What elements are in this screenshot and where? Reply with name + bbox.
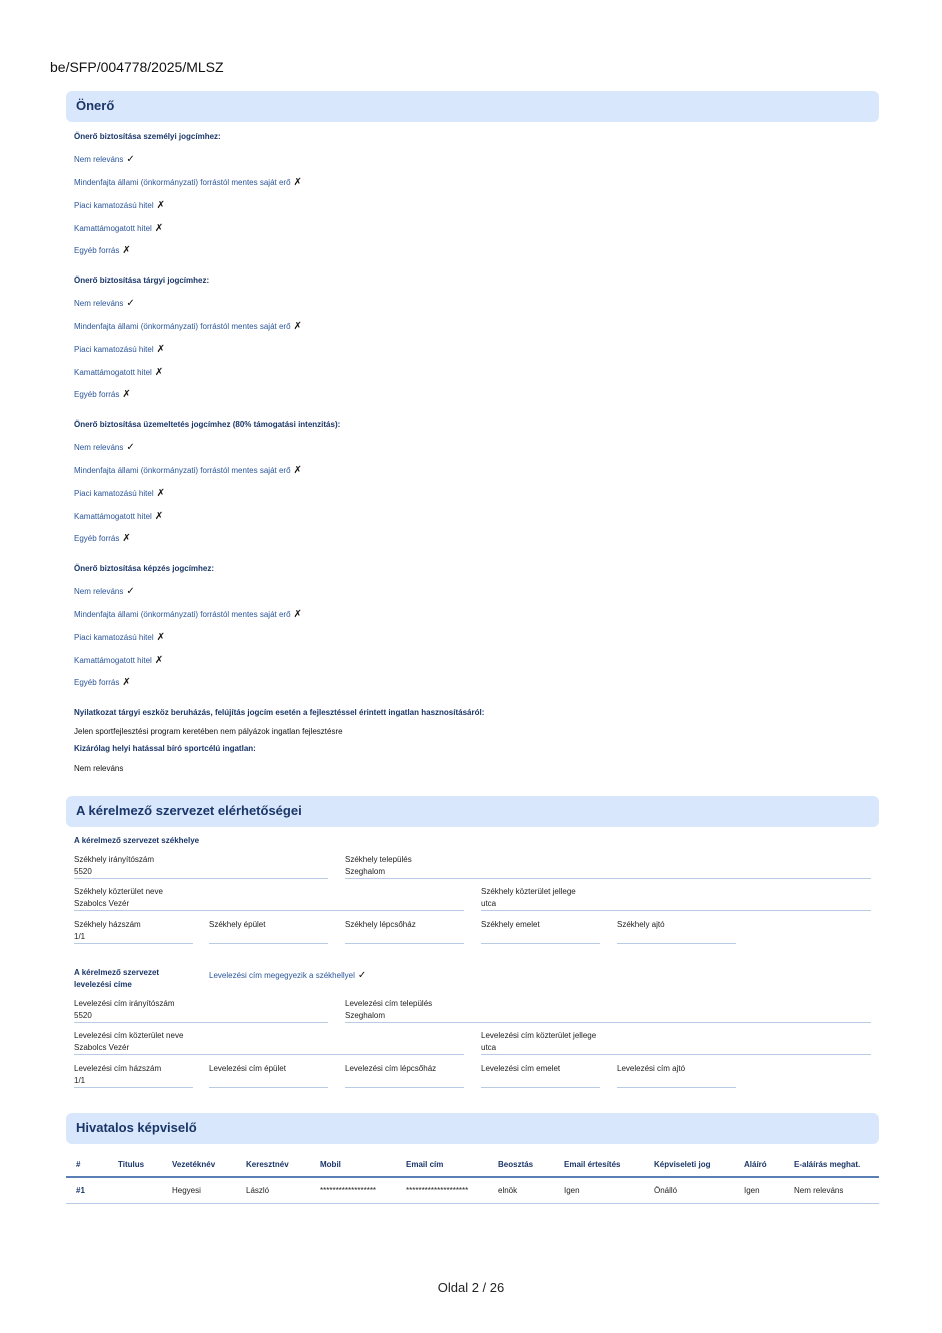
table-cell: Igen [554, 1177, 644, 1203]
seat-number-label: Székhely házszám [74, 920, 141, 929]
seat-street-type-label: Székhely közterület jellege [481, 887, 576, 896]
cross-icon: ✗ [154, 511, 164, 522]
seat-street-type-value: utca [481, 899, 497, 908]
mail-building-field [209, 1064, 328, 1088]
mail-building-label: Levelezési cím épület [209, 1064, 286, 1073]
check-icon: ✓ [357, 970, 367, 981]
oneri-option [74, 177, 302, 188]
column-header: Titulus [108, 1153, 162, 1177]
table-cell: #1 [66, 1177, 108, 1203]
seat-floor-label: Székhely emelet [481, 920, 540, 929]
table-header-row [66, 1153, 879, 1177]
mail-floor-field [481, 1064, 600, 1088]
oneri-option [74, 200, 165, 211]
oneri-option-label: Mindenfajta állami (önkormányzati) forrástól mentes saját erő [74, 322, 291, 331]
cross-icon: ✗ [154, 367, 164, 378]
oneri-option [74, 344, 165, 355]
mail-number-field [74, 1064, 193, 1088]
seat-zip-field [74, 855, 328, 879]
seat-building-field [209, 920, 328, 944]
seat-title: A kérelmező szervezet székhelye [74, 836, 200, 845]
section-header-contact: A kérelmező szervezet elérhetőségei [66, 796, 879, 827]
oneri-option-label: Kamattámogatott hitel [74, 512, 152, 521]
seat-zip-value: 5520 [74, 867, 92, 876]
oneri-option [74, 677, 131, 688]
oneri-option [74, 488, 165, 499]
cross-icon: ✗ [154, 655, 164, 666]
mail-same-label: Levelezési cím megegyezik a székhellyel [209, 971, 355, 980]
column-header: Képviseleti jog [644, 1153, 734, 1177]
table-row [66, 1177, 879, 1203]
cross-icon: ✗ [156, 200, 165, 211]
seat-door-field [617, 920, 736, 944]
mail-street-type-field [481, 1031, 871, 1055]
mail-door-label: Levelezési cím ajtó [617, 1064, 686, 1073]
seat-city-field [345, 855, 871, 879]
cross-icon: ✗ [122, 677, 131, 688]
table-cell [108, 1177, 162, 1203]
seat-door-label: Székhely ajtó [617, 920, 665, 929]
column-header: Email értesítés [554, 1153, 644, 1177]
oneri-option [74, 511, 163, 522]
mail-street-type-label: Levelezési cím közterület jellege [481, 1031, 597, 1040]
oneri-question: Önerő biztosítása üzemeltetés jogcímhez (80% támogatási intenzitás): [74, 420, 341, 429]
oneri-option-label: Egyéb forrás [74, 534, 120, 543]
seat-street-value: Szabolcs Vezér [74, 899, 130, 908]
oneri-option-label: Kamattámogatott hitel [74, 224, 152, 233]
table-cell: Nem releváns [784, 1177, 879, 1203]
oneri-option-label: Kamattámogatott hitel [74, 656, 152, 665]
oneri-option-label: Egyéb forrás [74, 246, 120, 255]
oneri-question: Önerő biztosítása tárgyi jogcímhez: [74, 276, 210, 285]
mail-floor-label: Levelezési cím emelet [481, 1064, 561, 1073]
oneri-option-label: Nem releváns [74, 155, 124, 164]
oneri-option [74, 442, 135, 453]
seat-zip-label: Székhely irányítószám [74, 855, 155, 864]
column-header: Email cím [396, 1153, 488, 1177]
oneri-option [74, 465, 302, 476]
mail-same-checkbox [209, 970, 366, 981]
column-header: Mobil [310, 1153, 396, 1177]
seat-number-field [74, 920, 193, 944]
oneri-option [74, 245, 131, 256]
oneri-option [74, 586, 135, 597]
oneri-option [74, 321, 302, 332]
table-cell: ******************** [396, 1177, 488, 1203]
cross-icon: ✗ [293, 177, 302, 188]
mail-city-value: Szeghalom [345, 1011, 386, 1020]
oneri-question: Önerő biztosítása személyi jogcímhez: [74, 132, 221, 141]
oneri-option [74, 389, 131, 400]
oneri-option-label: Piaci kamatozású hitel [74, 633, 154, 642]
oneri-option [74, 223, 163, 234]
mail-zip-value: 5520 [74, 1011, 92, 1020]
seat-street-type-field [481, 887, 871, 911]
table-cell: László [236, 1177, 310, 1203]
oneri-option [74, 533, 131, 544]
column-header: Keresztnév [236, 1153, 310, 1177]
oneri-option-label: Egyéb forrás [74, 678, 120, 687]
local-answer: Nem releváns [74, 764, 124, 773]
mail-street-type-value: utca [481, 1043, 497, 1052]
column-header: # [66, 1153, 108, 1177]
oneri-option-label: Nem releváns [74, 443, 124, 452]
table-cell: ****************** [310, 1177, 396, 1203]
section-header-oneri: Önerő [66, 91, 879, 122]
oneri-option-label: Piaci kamatozású hitel [74, 201, 154, 210]
mail-street-field [74, 1031, 464, 1055]
cross-icon: ✗ [156, 488, 165, 499]
check-icon: ✓ [126, 442, 135, 453]
oneri-option [74, 655, 163, 666]
seat-number-value: 1/1 [74, 932, 86, 941]
oneri-option [74, 154, 135, 165]
oneri-option-label: Nem releváns [74, 587, 124, 596]
mail-stair-field [345, 1064, 464, 1088]
cross-icon: ✗ [293, 465, 302, 476]
oneri-option-label: Mindenfajta állami (önkormányzati) forrástól mentes saját erő [74, 610, 291, 619]
oneri-option-label: Mindenfajta állami (önkormányzati) forrástól mentes saját erő [74, 466, 291, 475]
representative-table [66, 1153, 879, 1204]
document-id: be/SFP/004778/2025/MLSZ [50, 59, 224, 75]
seat-stair-label: Székhely lépcsőház [345, 920, 416, 929]
seat-floor-field [481, 920, 600, 944]
mail-zip-field [74, 999, 328, 1023]
section-header-representative: Hivatalos képviselő [66, 1113, 879, 1144]
seat-street-field [74, 887, 464, 911]
mail-city-field [345, 999, 871, 1023]
page-number: Oldal 2 / 26 [437, 1280, 505, 1295]
mail-street-value: Szabolcs Vezér [74, 1043, 130, 1052]
oneri-option-label: Piaci kamatozású hitel [74, 489, 154, 498]
oneri-option [74, 298, 135, 309]
oneri-option [74, 367, 163, 378]
cross-icon: ✗ [122, 245, 131, 256]
table-cell: Önálló [644, 1177, 734, 1203]
oneri-option-label: Nem releváns [74, 299, 124, 308]
check-icon: ✓ [126, 154, 135, 165]
oneri-option-label: Mindenfajta állami (önkormányzati) forrástól mentes saját erő [74, 178, 291, 187]
mail-city-label: Levelezési cím település [345, 999, 433, 1008]
mail-zip-label: Levelezési cím irányítószám [74, 999, 175, 1008]
seat-city-value: Szeghalom [345, 867, 386, 876]
oneri-option [74, 632, 165, 643]
mail-title: A kérelmező szervezet levelezési címe [74, 968, 160, 989]
statement-question: Nyilatkozat tárgyi eszköz beruházás, felújítás jogcím esetén a fejlesztéssel érintett ingatlan hasznosításáról: [74, 708, 485, 717]
mail-number-label: Levelezési cím házszám [74, 1064, 162, 1073]
cross-icon: ✗ [293, 609, 302, 620]
cross-icon: ✗ [122, 533, 131, 544]
seat-city-label: Székhely település [345, 855, 412, 864]
oneri-question: Önerő biztosítása képzés jogcímhez: [74, 564, 215, 573]
cross-icon: ✗ [156, 632, 165, 643]
oneri-option-label: Kamattámogatott hitel [74, 368, 152, 377]
cross-icon: ✗ [154, 223, 164, 234]
column-header: Beosztás [488, 1153, 554, 1177]
cross-icon: ✗ [156, 344, 165, 355]
oneri-option-label: Egyéb forrás [74, 390, 120, 399]
column-header: E-aláírás meghat. [784, 1153, 879, 1177]
mail-door-field [617, 1064, 736, 1088]
check-icon: ✓ [126, 586, 135, 597]
mail-stair-label: Levelezési cím lépcsőház [345, 1064, 437, 1073]
cross-icon: ✗ [122, 389, 131, 400]
seat-street-label: Székhely közterület neve [74, 887, 163, 896]
cross-icon: ✗ [293, 321, 302, 332]
column-header: Aláíró [734, 1153, 784, 1177]
table-cell: Igen [734, 1177, 784, 1203]
table-cell: Hegyesi [162, 1177, 236, 1203]
seat-building-label: Székhely épület [209, 920, 266, 929]
oneri-option [74, 609, 302, 620]
mail-street-label: Levelezési cím közterület neve [74, 1031, 184, 1040]
column-header: Vezetéknév [162, 1153, 236, 1177]
table-cell: elnök [488, 1177, 554, 1203]
local-question: Kizárólag helyi hatással bíró sportcélú ingatlan: [74, 744, 256, 753]
check-icon: ✓ [126, 298, 135, 309]
mail-number-value: 1/1 [74, 1076, 86, 1085]
oneri-option-label: Piaci kamatozású hitel [74, 345, 154, 354]
statement-answer: Jelen sportfejlesztési program keretében nem pályázok ingatlan fejlesztésre [74, 727, 343, 736]
seat-stair-field [345, 920, 464, 944]
